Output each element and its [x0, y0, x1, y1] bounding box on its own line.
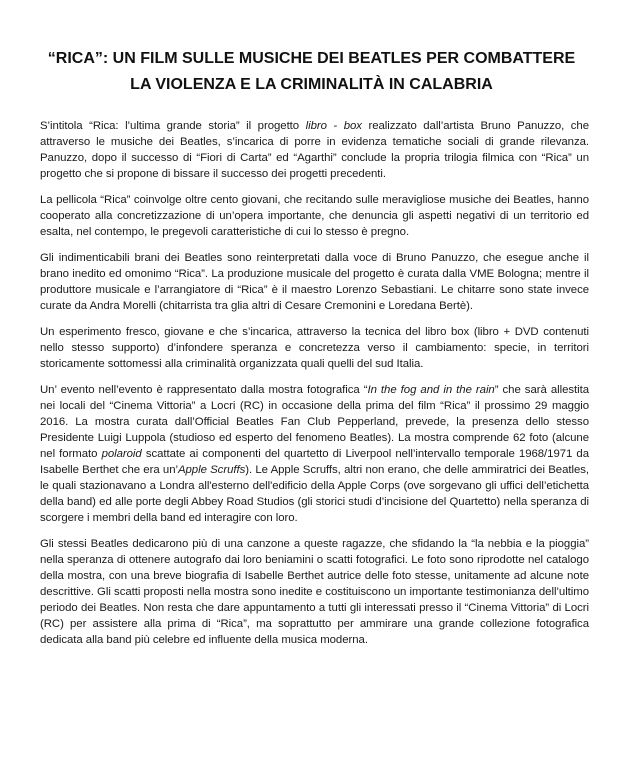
paragraph: [40, 192, 589, 240]
title-line-2: LA VIOLENZA E LA CRIMINALITÀ IN CALABRIA: [130, 76, 493, 93]
paragraph-text: Un’ evento nell’evento è rappresentato dalla mostra fotografica “: [40, 384, 368, 396]
paragraph-text: scattate ai componenti del quartetto di Liverpool nell’intervallo temporale 1968/1971 da Isabelle Berthet che era un’: [40, 448, 590, 476]
paragraph: [40, 536, 589, 648]
paragraph: [40, 382, 589, 526]
paragraph-text: La pellicola “Rica” coinvolge oltre cento giovani, che recitando sulle meravigliose musiche dei Beatles, hanno cooperato alla concretizzazione di un’opera importante, che denuncia gli aspetti negativi di un territorio ed esalta, nel contempo, le pregevoli caratteristiche di cui lo stesso è pregno.: [40, 194, 589, 238]
paragraph: [40, 250, 589, 314]
paragraph-text: Gli indimenticabili brani dei Beatles sono reinterpretati dalla voce di Bruno Panuzzo, che esegue anche il brano inedito ed omonimo “Rica”. La produzione musicale del progetto è curata dalla VME Bologna; mentre il produttore musicale e l’arrangiatore di “Rica” è il maestro Lorenzo Sebastiani. Le chitarre sono state invece curate da Andra Morelli (chitarrista tra glia altri di Cesare Cremonini e Loredana Bertè).: [40, 252, 589, 312]
italic-text: In the fog and in the rain: [367, 384, 495, 396]
paragraph-text: ). Le Apple Scruffs, altri non erano, che delle ammiratrici dei Beatles, le quali stazionavano a Londra all'esterno dell'edificio della Apple Corps (ove sorgevano gli uffici dell’etichetta della band) ed alle porte degli Abbey Road Studios (gli storici studi d’incisione del Quartetto) nella speranza di scorgere i membri della band ed interagire con loro.: [40, 464, 589, 524]
paragraph-text: Gli stessi Beatles dedicarono più di una canzone a queste ragazze, che sfidando la “la nebbia e la pioggia” nella speranza di ottenere autografo dai loro beniamini o scatti fotografici. Le foto sono riprodotte nel catalogo della mostra, con una breve biografia di Isabelle Berthet autrice delle foto stesse, unitamente ad alcune note descrittive. Gli scatti proposti nella mostra sono inedite e costituiscono un importante testimonianza dell’ultimo periodo dei Beatles. Non resta che dare appuntamento a tutti gli interessati presso il “Cinema Vittoria” di Locri (RC) per assistere alla prima di “Rica”, ma soprattutto per ammirare una grande collezione fotografica dedicata alla band più celebre ed influente della musica moderna.: [40, 538, 589, 646]
italic-text: Apple Scruffs: [177, 464, 246, 476]
paragraph: [40, 324, 589, 372]
italic-text: polaroid: [101, 448, 142, 460]
paragraph-text: Un esperimento fresco, giovane e che s’incarica, attraverso la tecnica del libro box (libro + DVD contenuti nello stesso supporto) d’infondere speranza e concretezza verso il cambiamento: specie, in territori storicamente sottomessi alla criminalità organizzata quali quelli del sud Italia.: [40, 326, 589, 370]
title-line-1: “RICA”: UN FILM SULLE MUSICHE DEI BEATLES PER COMBATTERE: [47, 50, 576, 67]
page-title: [40, 46, 583, 98]
paragraph-text: realizzato dall’artista Bruno Panuzzo, che attraverso le musiche dei Beatles, s’incarica di porre in evidenza tematiche sociali di grande rilevanza. Panuzzo, dopo il successo di “Fiori di Carta” ed “Agarthi” conclude la propria trilogia filmica con “Rica” un progetto che si propone di bissare il successo dei progetti precedenti.: [40, 120, 589, 180]
paragraph: [40, 118, 589, 182]
paragraph-text: ” che sarà allestita nei locali del “Cinema Vittoria” a Locri (RC) in occasione della prima del film “Rica” il prossimo 29 maggio 2016. La mostra curata dall’Official Beatles Fan Club Pepperland, prevede, la presenza dello stesso Presidente Luigi Luppola (studioso ed esperto del fenomeno Beatles). La mostra comprende 62 foto (alcune nel formato: [40, 384, 589, 460]
article-body: [40, 118, 589, 648]
italic-text: libro - box: [305, 120, 362, 132]
paragraph-text: S’intitola “Rica: l’ultima grande storia” il progetto: [40, 120, 306, 132]
